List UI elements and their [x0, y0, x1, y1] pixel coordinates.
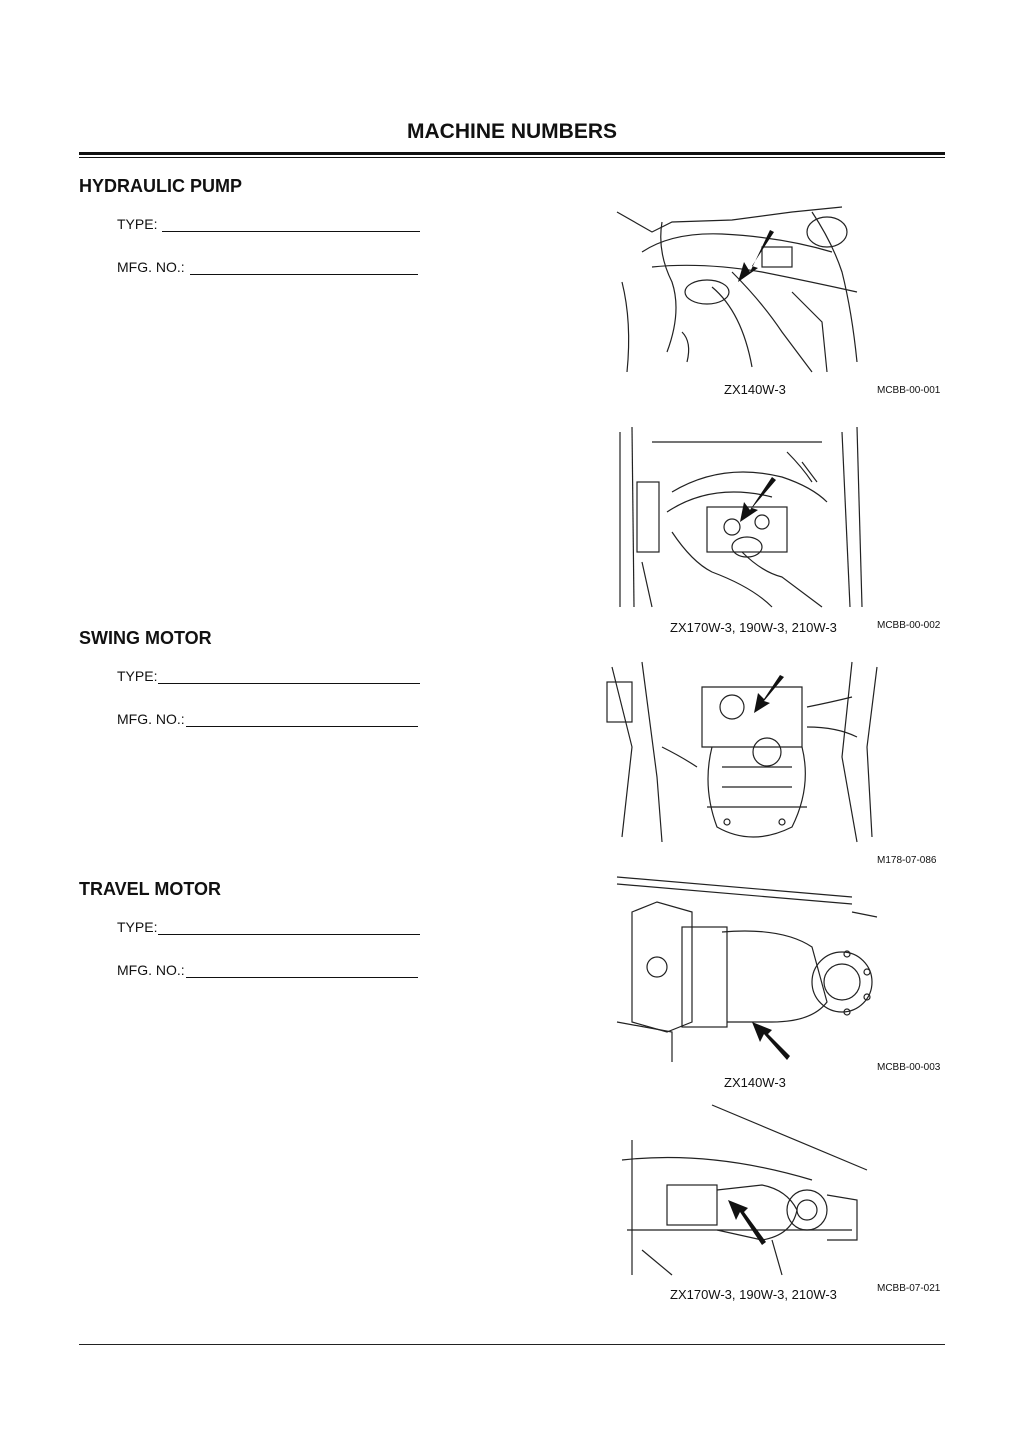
- figure-code: MCBB-00-001: [877, 385, 941, 396]
- figure-code: M178-07-086: [877, 855, 937, 866]
- figure-caption: ZX140W-3: [724, 1075, 786, 1090]
- figure-travel-motor-zx170w3: [612, 1100, 872, 1280]
- line-drawing-illustration: [612, 192, 862, 377]
- field-label: MFG. NO.:: [117, 962, 185, 978]
- fill-in-line[interactable]: [158, 669, 420, 684]
- figure-code: MCBB-00-003: [877, 1062, 941, 1073]
- swing-motor-mfg-no-field[interactable]: [117, 711, 418, 727]
- field-label: MFG. NO.:: [117, 259, 189, 275]
- fill-in-line[interactable]: [158, 920, 420, 935]
- footer-rule: [79, 1344, 945, 1345]
- header-rule-thin: [79, 157, 945, 158]
- line-drawing-illustration: [602, 657, 887, 847]
- fill-in-line[interactable]: [186, 963, 418, 978]
- figure-caption: ZX140W-3: [724, 382, 786, 397]
- line-drawing-illustration: [612, 1100, 872, 1280]
- field-label: TYPE:: [117, 919, 158, 935]
- swing-motor-type-field[interactable]: [117, 668, 420, 684]
- header-rule-thick: [79, 152, 945, 155]
- field-label: TYPE:: [117, 216, 162, 232]
- page-title: MACHINE NUMBERS: [407, 120, 617, 143]
- line-drawing-illustration: [612, 422, 872, 612]
- figure-hydraulic-pump-zx170w3: [612, 422, 872, 612]
- figure-caption: ZX170W-3, 190W-3, 210W-3: [670, 620, 837, 635]
- figure-travel-motor-zx140w3: [612, 872, 882, 1067]
- line-drawing-illustration: [612, 872, 882, 1067]
- field-label: TYPE:: [117, 668, 158, 684]
- section-heading-swing-motor: SWING MOTOR: [79, 628, 212, 648]
- figure-code: MCBB-07-021: [877, 1283, 941, 1294]
- section-heading-travel-motor: TRAVEL MOTOR: [79, 879, 222, 899]
- field-label: MFG. NO.:: [117, 711, 185, 727]
- figure-swing-motor: [602, 657, 887, 847]
- fill-in-line[interactable]: [186, 712, 418, 727]
- section-heading-hydraulic-pump: HYDRAULIC PUMP: [79, 176, 243, 196]
- hydraulic-pump-type-field[interactable]: [117, 216, 420, 232]
- figure-hydraulic-pump-zx140w3: [612, 192, 862, 377]
- fill-in-line[interactable]: [162, 217, 420, 232]
- figure-code: MCBB-00-002: [877, 620, 941, 631]
- travel-motor-mfg-no-field[interactable]: [117, 962, 418, 978]
- hydraulic-pump-mfg-no-field[interactable]: [117, 259, 418, 275]
- fill-in-line[interactable]: [190, 260, 418, 275]
- travel-motor-type-field[interactable]: [117, 919, 420, 935]
- figure-caption: ZX170W-3, 190W-3, 210W-3: [670, 1287, 837, 1302]
